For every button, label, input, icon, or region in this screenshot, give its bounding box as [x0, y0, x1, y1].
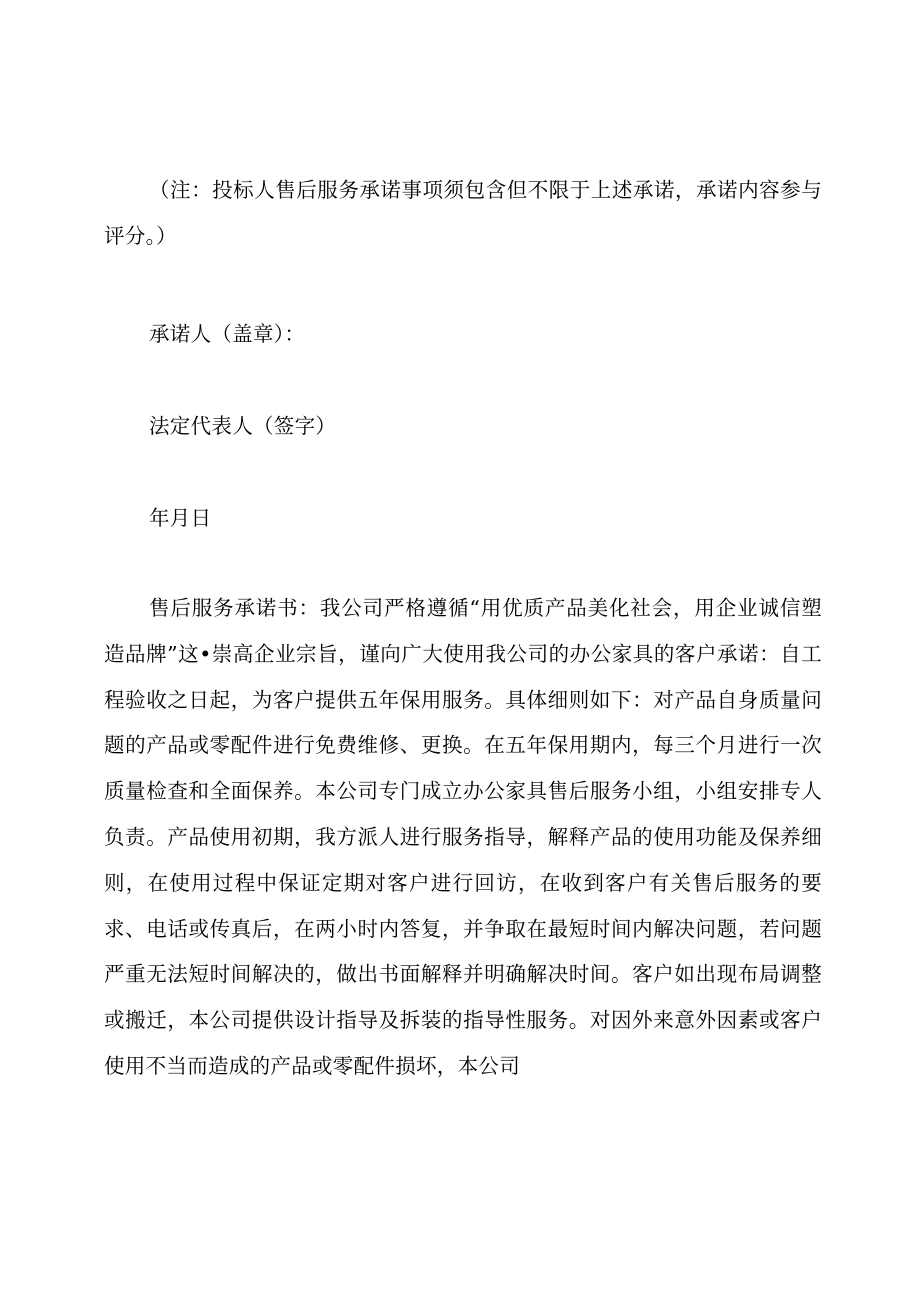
- legal-representative-signature-line: 法定代表人（签字）: [149, 414, 337, 438]
- after-sales-commitment-paragraph: 售后服务承诺书：我公司严格遵循“用优质产品美化社会，用企业诚信塑造品牌”这•崇高企业宗旨，谨向广大使用我公司的办公家具的客户承诺：自工程验收之日起，为客户提供五年保用服务。具体细则如下：对产品自身质量问题的产品或零配件进行免费维修、更换。在五年保用期内，每三个月进行一次质量检查和全面保养。本公司专门成立办公家具售后服务小组，小组安排专人负责。产品使用初期，我方派人进行服务指导，解释产品的使用功能及保养细则，在使用过程中保证定期对客户进行回访，在收到客户有关售后服务的要求、电话或传真后，在两小时内答复，并争取在最短时间内解决问题，若问题严重无法短时间解决的，做出书面解释并明确解决时间。客户如出现布局调整或搬迁，本公司提供设计指导及拆装的指导性服务。对因外来意外因素或客户使用不当而造成的产品或零配件损坏，本公司: [104, 596, 822, 1078]
- promisor-seal-line: 承诺人（盖章）：: [149, 322, 306, 346]
- note-paragraph: （注：投标人售后服务承诺事项须包含但不限于上述承诺，承诺内容参与评分。）: [104, 178, 822, 248]
- date-line: 年月日: [149, 506, 212, 530]
